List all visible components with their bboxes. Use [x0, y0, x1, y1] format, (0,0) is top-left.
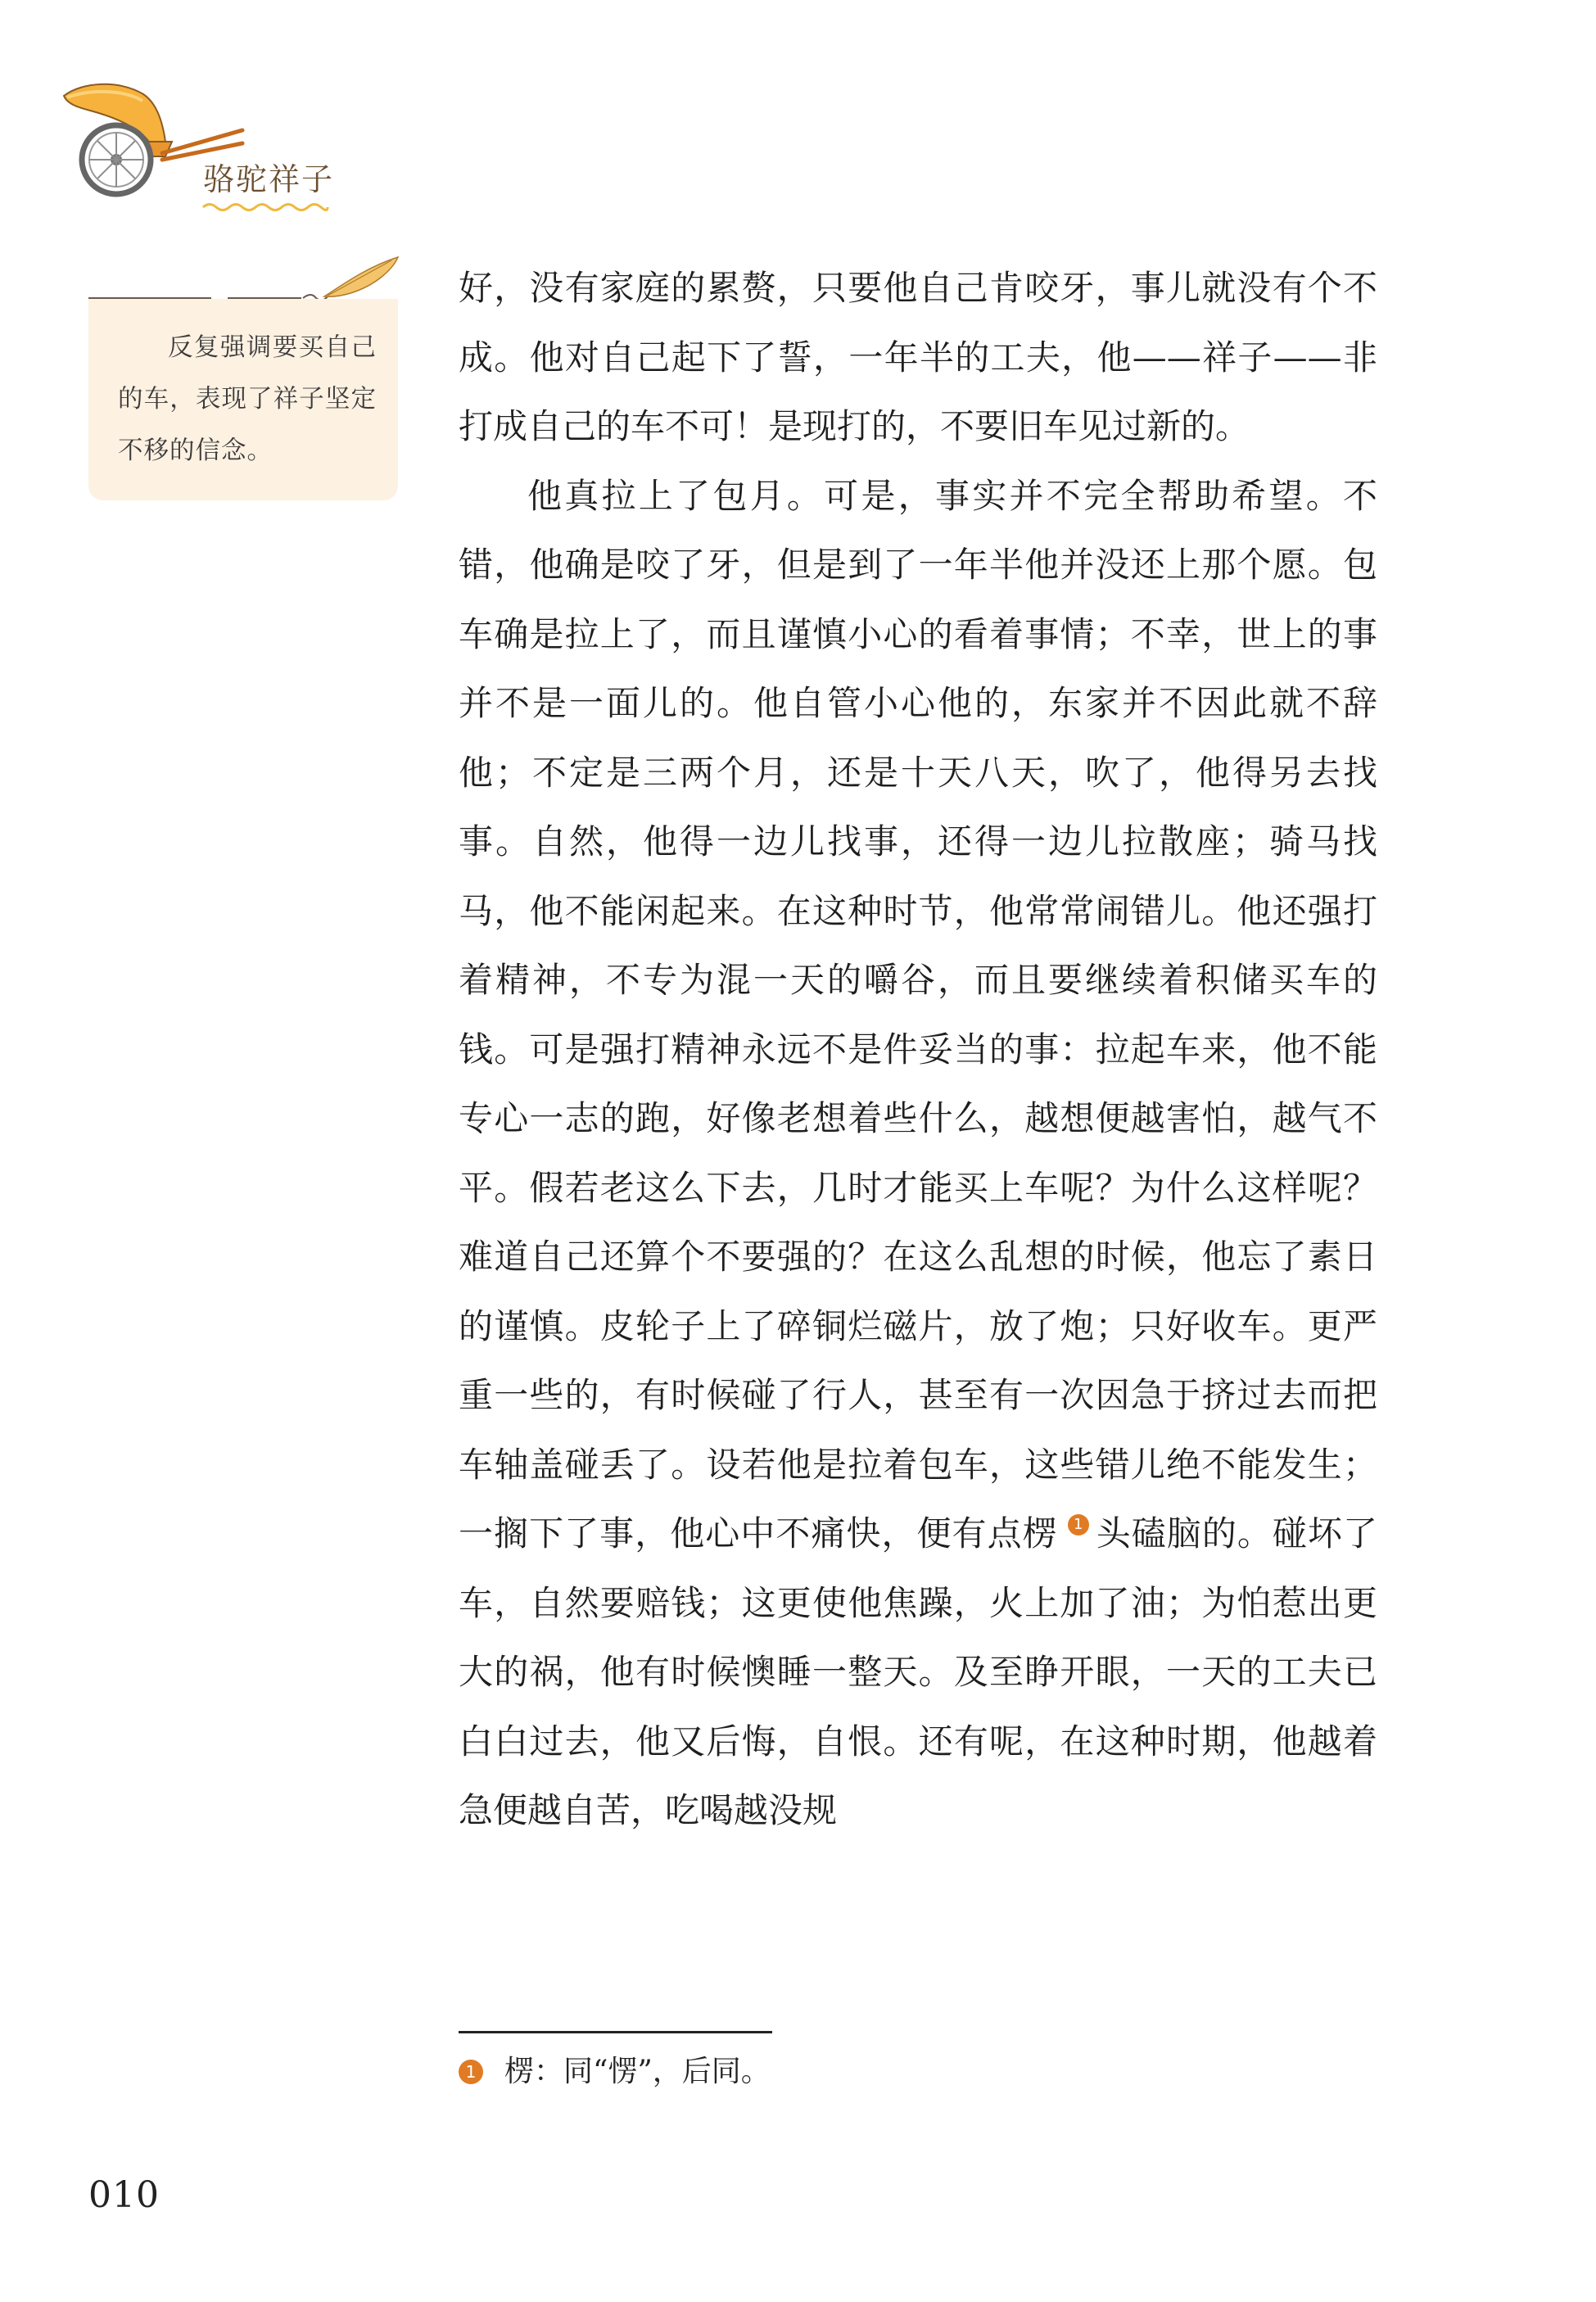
paragraph-text: 他真拉上了包月。可是，事实并不完全帮助希望。不错，他确是咬了牙，但是到了一年半他并没还上那个愿。包车确是拉上了，而且谨慎小心的看着事情；不幸，世上的事并不是一面儿的。他自管小心他的，东家并不因此就不辞他；不定是三两个月，还是十天八天，吹了，他得另去找事。自然，他得一边儿找事，还得一边儿拉散座；骑马找马，他不能闲起来。在这种时节，他常常闹错儿。他还强打着精神，不专为混一天的嚼谷，而且要继续着积储买车的钱。可是强打精神永远不是件妥当的事：拉起车来，他不能专心一志的跑，好像老想着些什么，越想便越害怕，越气不平。假若老这么下去，几时才能买上车呢？为什么这样呢？难道自己还算个不要强的？在这么乱想的时候，他忘了素日的谨慎。皮轮子上了碎铜烂磁片，放了炮；只好收车。更严重一些的，有时候碰了行人，甚至有一次因急于挤过去而把车轴盖碰丢了。设若他是拉着包车，这些错儿绝不能发生；一搁下了事，他心中不痛快，便有点楞: [459, 475, 1377, 1554]
side-annotation: [88, 299, 398, 500]
paragraph: [459, 462, 1377, 1846]
footnote: [459, 2049, 771, 2095]
footnote-marker[interactable]: 1: [1068, 1514, 1089, 1535]
paragraph-text: 头磕脑的。碰坏了车，自然要赔钱；这更使他焦躁，火上加了油；为怕惹出更大的祸，他有时候懊睡一整天。及至睁开眼，一天的工夫已白白过去，他又后悔，自恨。还有呢，在这种时期，他越着急便越自苦，吃喝越没规: [459, 1513, 1377, 1830]
main-text: [459, 254, 1377, 1846]
side-annotation-text: 反复强调要买自己的车，表现了祥子坚定不移的信念。: [118, 333, 377, 465]
quill-pen-icon: [88, 252, 404, 301]
wave-divider: [201, 201, 329, 213]
footnote-divider: [459, 2031, 772, 2033]
footnote-text: 楞：同“愣”，后同。: [504, 2055, 771, 2088]
page-number: 010: [88, 2174, 160, 2216]
paragraph: 好，没有家庭的累赘，只要他自己肯咬牙，事儿就没有个不成。他对自己起下了誓，一年半的工夫，他——祥子——非打成自己的车不可！是现打的，不要旧车见过新的。: [459, 268, 1377, 446]
footnote-number: 1: [459, 2060, 483, 2084]
book-title: 骆驼祥子: [203, 161, 335, 197]
